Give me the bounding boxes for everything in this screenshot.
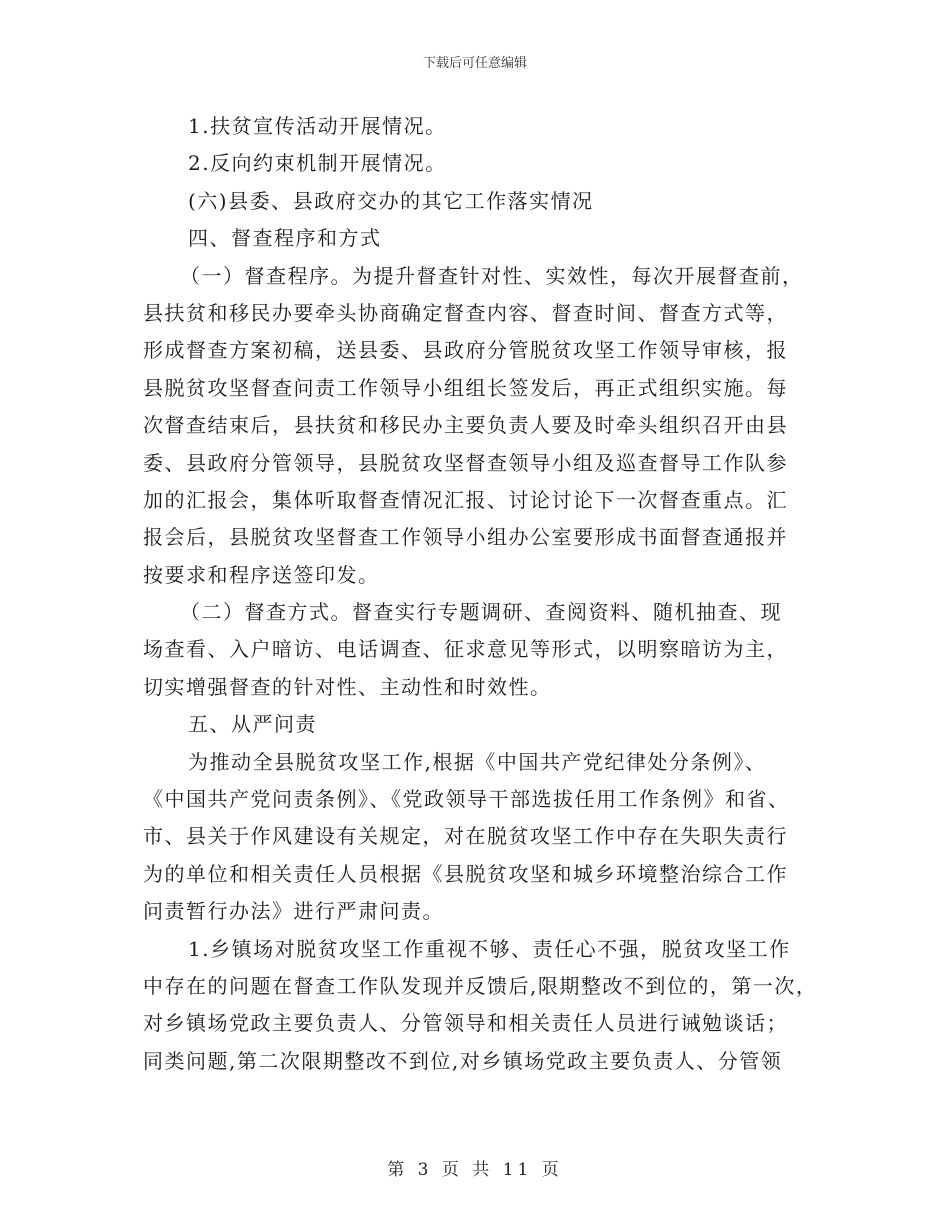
paragraph-line: 委、县政府分管领导，县脱贫攻坚督查领导小组及巡查督导工作队参 — [143, 450, 788, 475]
section-heading: 四、督查程序和方式 — [188, 226, 382, 251]
paragraph-line: 次督查结束后，县扶贫和移民办主要负责人要及时牵头组织召开由县 — [143, 413, 788, 438]
paragraph-line: 报会后，县脱贫攻坚督查工作领导小组办公室要形成书面督查通报并 — [143, 525, 788, 550]
paragraph-line: 1.乡镇场对脱贫攻坚工作重视不够、责任心不强，脱贫攻坚工作 — [188, 936, 791, 961]
paragraph-line: 为的单位和相关责任人员根据《县脱贫攻坚和城乡环境整治综合工作 — [143, 861, 788, 886]
paragraph-line: 形成督查方案初稿，送县委、县政府分管脱贫攻坚工作领导审核，报 — [143, 338, 788, 363]
paragraph-line: 县脱贫攻坚督查问责工作领导小组组长签发后，再正式组织实施。每 — [143, 375, 788, 400]
paragraph-line: 1.扶贫宣传活动开展情况。 — [188, 114, 447, 138]
section-heading: 五、从严问责 — [188, 712, 317, 737]
page-header-note: 下载后可任意编辑 — [422, 56, 527, 71]
page-number-footer: 第 3 页 共 11 页 — [387, 1160, 563, 1180]
paragraph-line: （一）督查程序。为提升督查针对性、实效性，每次开展督查前， — [180, 263, 804, 288]
paragraph-line: (六)县委、县政府交办的其它工作落实情况 — [188, 188, 594, 213]
paragraph-line: 按要求和程序送签印发。 — [143, 562, 380, 587]
paragraph-line: 场查看、入户暗访、电话调查、征求意见等形式，以明察暗访为主， — [143, 637, 788, 662]
paragraph-line: 中存在的问题在督查工作队发现并反馈后,限期整改不到位的，第一次， — [143, 973, 818, 998]
paragraph-line: 2.反向约束机制开展情况。 — [188, 151, 447, 176]
paragraph-line: 同类问题,第二次限期整改不到位,对乡镇场党政主要负责人、分管领 — [143, 1048, 783, 1073]
paragraph-line: 加的汇报会，集体听取督查情况汇报、讨论讨论下一次督查重点。汇 — [143, 487, 788, 512]
paragraph-line: 为推动全县脱贫攻坚工作,根据《中国共产党纪律处分条例》、 — [188, 749, 767, 774]
paragraph-line: 问责暂行办法》进行严肃问责。 — [143, 899, 444, 924]
paragraph-line: （二）督查方式。督查实行专题调研、查阅资料、随机抽查、现 — [180, 600, 782, 625]
document-body — [143, 108, 818, 1080]
paragraph-line: 市、县关于作风建设有关规定，对在脱贫攻坚工作中存在失职失责行 — [143, 824, 788, 849]
paragraph-line: 切实增强督查的针对性、主动性和时效性。 — [143, 674, 552, 699]
paragraph-line: 对乡镇场党政主要负责人、分管领导和相关责任人员进行诫勉谈话； — [143, 1011, 788, 1036]
paragraph-line: 县扶贫和移民办要牵头协商确定督查内容、督查时间、督查方式等， — [143, 300, 788, 325]
paragraph-line: 《中国共产党问责条例》、《党政领导干部选拔任用工作条例》和省、 — [143, 787, 790, 812]
